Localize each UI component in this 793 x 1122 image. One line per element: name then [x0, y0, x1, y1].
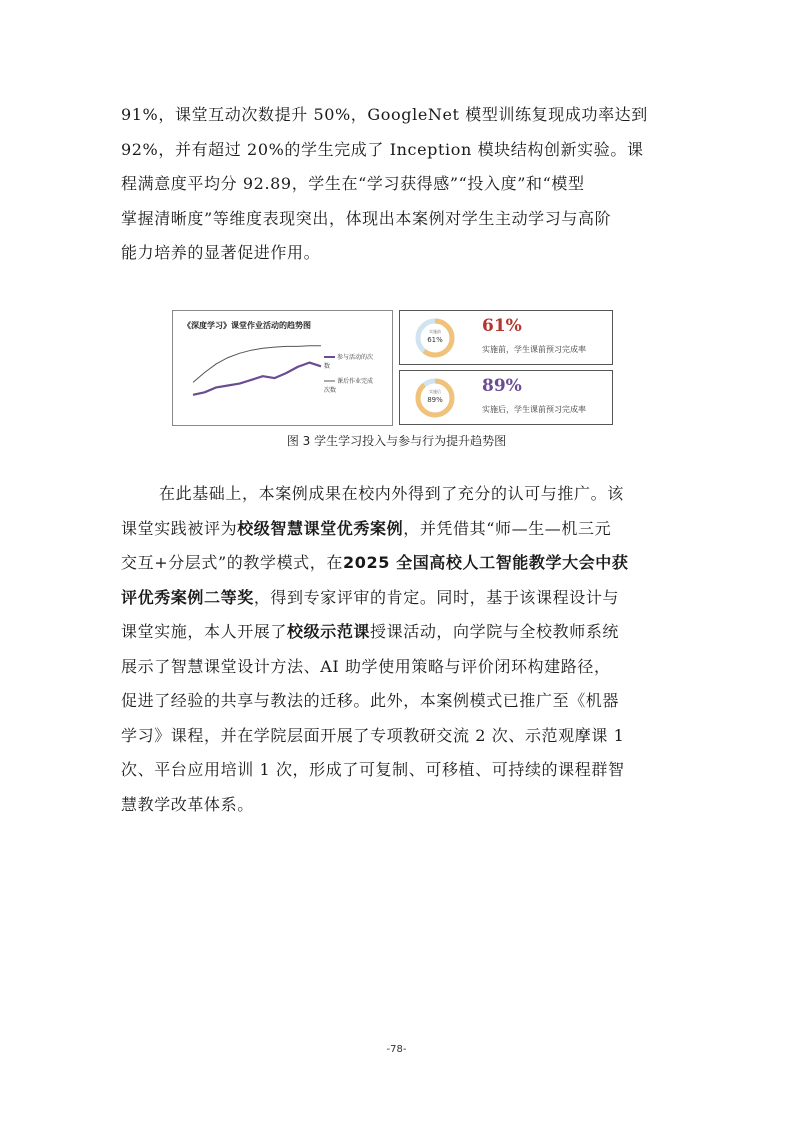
emphasis-text: 校级智慧课堂优秀案例: [237, 518, 404, 538]
text-line: 91%，课堂互动次数提升 50%，GoogleNet 模型训练复现成功率达到: [121, 105, 648, 124]
stat-value: 61%: [482, 316, 522, 336]
text-line: [121, 615, 673, 650]
donut-label: 实施后: [429, 389, 441, 394]
paragraph-promotion: [121, 477, 673, 822]
text-line: [121, 753, 673, 788]
stat-card-after: [399, 370, 613, 425]
emphasis-text: 评优秀案例二等奖: [121, 587, 254, 607]
stat-card-before: [399, 310, 613, 365]
text-run: 学习》课程，并在学院层面开展了专项教研交流 2 次、示范观摩课 1: [121, 725, 625, 745]
text-run: 授课活动，向学院与全校教师系统: [370, 622, 620, 641]
trend-chart-panel: [172, 310, 393, 426]
text-line: 掌握清晰度”等维度表现突出，体现出本案例对学生主动学习与高阶: [121, 208, 612, 228]
chart-legend: [324, 353, 373, 394]
donut-value: 89%: [427, 396, 443, 404]
paragraph-results: [121, 98, 673, 271]
page-number: -78-: [386, 1044, 407, 1055]
text-run: 促进了经验的共享与教法的迁移。此外，本案例模式已推广至《机器: [121, 691, 620, 710]
stat-caption: 实施前，学生课前预习完成率: [482, 345, 586, 354]
text-line: [121, 684, 673, 719]
legend-label: 次数: [324, 387, 337, 394]
text-line: [121, 788, 673, 823]
text-line: [121, 512, 673, 547]
stat-caption: 实施后，学生课前预习完成率: [482, 405, 586, 414]
chart-series-group: [193, 346, 321, 395]
donut-value: 61%: [427, 336, 443, 344]
text-line: [121, 477, 673, 512]
figure-caption: 图 3 学生学习投入与参与行为提升趋势图: [286, 434, 507, 448]
donut-after: [400, 371, 470, 424]
emphasis-text: 2025 全国高校人工智能教学大会中获: [343, 553, 629, 572]
donut-label: 实施前: [429, 329, 441, 334]
legend-label: 参与活动的次: [337, 354, 374, 361]
legend-label: 课后作业完成: [337, 378, 374, 385]
chart-title: 《深度学习》课堂作业活动的趋势图: [183, 320, 311, 330]
text-line: 能力培养的显著促进作用。: [121, 243, 321, 262]
text-line: [121, 546, 673, 581]
trend-chart: [173, 311, 392, 425]
text-run: 课堂实践被评为: [121, 518, 238, 538]
text-run: 课堂实施，本人开展了: [121, 622, 288, 641]
text-line: 程满意度平均分 92.89，学生在“学习获得感”“投入度”和“模型: [121, 174, 585, 193]
text-run: ，得到专家评审的肯定。同时，基于该课程设计与: [253, 587, 620, 607]
legend-label: 数: [324, 363, 331, 370]
text-run: 交互+分层式”的教学模式，在: [121, 553, 343, 572]
text-line: [121, 581, 673, 616]
figure-3: [172, 310, 612, 435]
text-run: 在此基础上，本案例成果在校内外得到了充分的认可与推广。该: [159, 484, 624, 503]
emphasis-text: 校级示范课: [287, 622, 371, 641]
text-run: 展示了智慧课堂设计方法、AI 助学使用策略与评价闭环构建路径，: [121, 656, 611, 676]
text-run: 慧教学改革体系。: [121, 794, 254, 814]
text-run: ，并凭借其“师—生—机三元: [403, 518, 612, 538]
text-line: 92%，并有超过 20%的学生完成了 Inception 模块结构创新实验。课: [121, 139, 644, 159]
stat-value: 89%: [482, 376, 522, 396]
donut-before: [400, 311, 470, 364]
text-line: [121, 719, 673, 754]
text-run: 次、平台应用培训 1 次，形成了可复制、可移植、可持续的课程群智: [121, 760, 625, 779]
text-line: [121, 650, 673, 685]
